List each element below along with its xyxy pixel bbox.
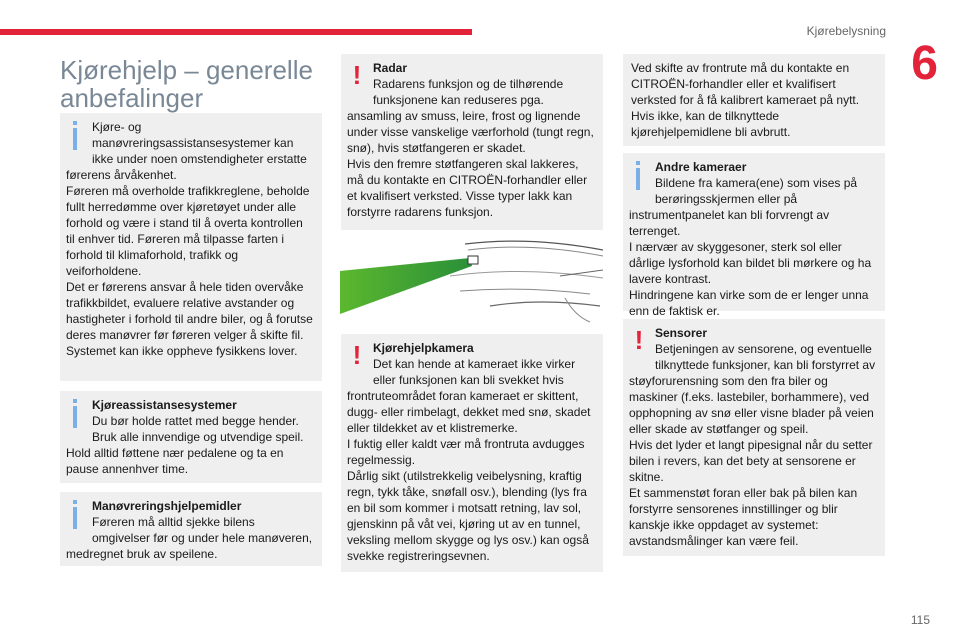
warning-icon: ! [352, 60, 362, 90]
box-title: Manøvreringshjelpemidler [92, 499, 242, 513]
camera-icon [468, 256, 478, 264]
page-number: 115 [910, 613, 930, 627]
box-title: Andre kameraer [655, 160, 747, 174]
box-body: Ved skifte av frontrute må du kontakte en CITROËN-forhandler eller et kvalifisert verksted for å få kalibrert kameraet på nytt. Hvis ikke, kan de tilknyttede kjørehjelpemidlene bli avbrutt. [631, 61, 860, 139]
info-icon [629, 159, 649, 193]
warning-box-sensors [623, 319, 885, 556]
info-box-other-cameras [623, 153, 885, 318]
box-title: Kjøre- og [92, 120, 142, 134]
page-title: Kjørehjelp – generelle anbefalinger [60, 55, 313, 113]
box-title: Radar [373, 61, 408, 75]
box-body: Det kan hende at kameraet ikke virker eller funksjonen kan bli svekket hvis frontruteområdet foran kameraet er skittent, dugg- eller rimbelagt, dekket med snø, skadet eller tildekket av et klistremerke. I fuktig eller kaldt vær må frontruta avdugges regelmessig. Dårlig sikt (utilstrekkelig veibelysning, kraftig regn, tykk tåke, snøfall osv.), blending (lys fra en bil som kommer i motsatt retning, lav sol, gjenskinn på våt vei, kjøring ut av en tunnel, veksling mellom skygge og lys osv.) kan også svekke registreringsevnen. [347, 357, 591, 563]
info-icon [66, 397, 86, 431]
box-body: Betjeningen av sensorene, og eventuelle tilknyttede funksjoner, kan bli forstyrret av støyforurensning som den fra biler og maskiner (f.eks. lastebiler, borhammere), ved opphopning av snø eller visne blader på veien eller skade av støtfanger og speil. Hvis det lyder et langt pipesignal når du setter bilen i revers, kan det bety at sensorene er skitne. Et sammenstøt foran eller bak på bilen kan forstyrre sensorenes innstillinger og blir kanskje ikke oppdaget av systemet: avstandsmålinger kan være feil. [629, 342, 876, 548]
box-body: Bildene fra kamera(ene) som vises på berøringsskjermen eller på instrumentpanelet kan bli forvrengt av terrenget. I nærvær av skyggesoner, sterk sol eller dårlige lysforhold kan bildet bli mørkere og ha lavere kontrast. Hindringene kan virke som de er lenger unna enn de faktisk er. [629, 176, 872, 318]
warning-box-camera [341, 334, 603, 572]
warning-icon: ! [352, 340, 362, 370]
info-box-general [60, 113, 322, 381]
section-title: Kjørebelysning [806, 24, 886, 38]
info-icon [66, 498, 86, 532]
box-title: Kjøreassistansesystemer [92, 398, 237, 412]
chapter-number: 6 [911, 37, 938, 90]
box-body: Radarens funksjon og de tilhørende funksjonene kan reduseres pga. ansamling av smuss, leire, frost og lignende under visse vanskelige værforhold (tungt regn, snø), hvis støtfangeren er skadet. Hvis den fremre støtfangeren skal lakkeres, må du kontakte en CITROËN-forhandler eller et kvalifisert verksted. Visse typer lakk kan forstyrre radarens funksjon. [347, 77, 594, 219]
text-box-windscreen [623, 54, 885, 146]
camera-beam [340, 258, 472, 314]
info-box-driving-assist [60, 391, 322, 483]
car-front-drawing [340, 236, 603, 328]
warning-icon: ! [634, 325, 644, 355]
box-body: Du bør holde rattet med begge hender. Bruk alle innvendige og utvendige speil. Hold alltid føttene nær pedalene og ta en pause annenhver time. [66, 414, 304, 476]
camera-illustration [340, 236, 603, 328]
warning-box-radar [341, 54, 603, 230]
box-title: Sensorer [655, 326, 708, 340]
info-box-manoeuvring [60, 492, 322, 566]
box-body: manøvreringsassistansesystemer kan ikke under noen omstendigheter erstatte førerens årvåkenhet. Føreren må overholde trafikkreglene, beholde fullt herredømme over kjøretøyet under alle forhold og være i stand til å overta kontrollen til enhver tid. Føreren må tilpasse farten i forhold til klimaforhold, trafikk og veiforholdene. Det er førerens ansvar å hele tiden overvåke trafikkbildet, evaluere relative avstander og hastigheter i forhold til andre biler, og å forutse deres manøvrer før føreren velger å skifte fil. Systemet kan ikke oppheve fysikkens lover. [66, 136, 313, 358]
box-body: Føreren må alltid sjekke bilens omgivelser før og under hele manøveren, medregnet bruk av speilene. [66, 515, 313, 561]
info-icon [66, 119, 86, 153]
header-accent-bar [0, 29, 472, 35]
box-title: Kjørehjelpkamera [373, 341, 474, 355]
